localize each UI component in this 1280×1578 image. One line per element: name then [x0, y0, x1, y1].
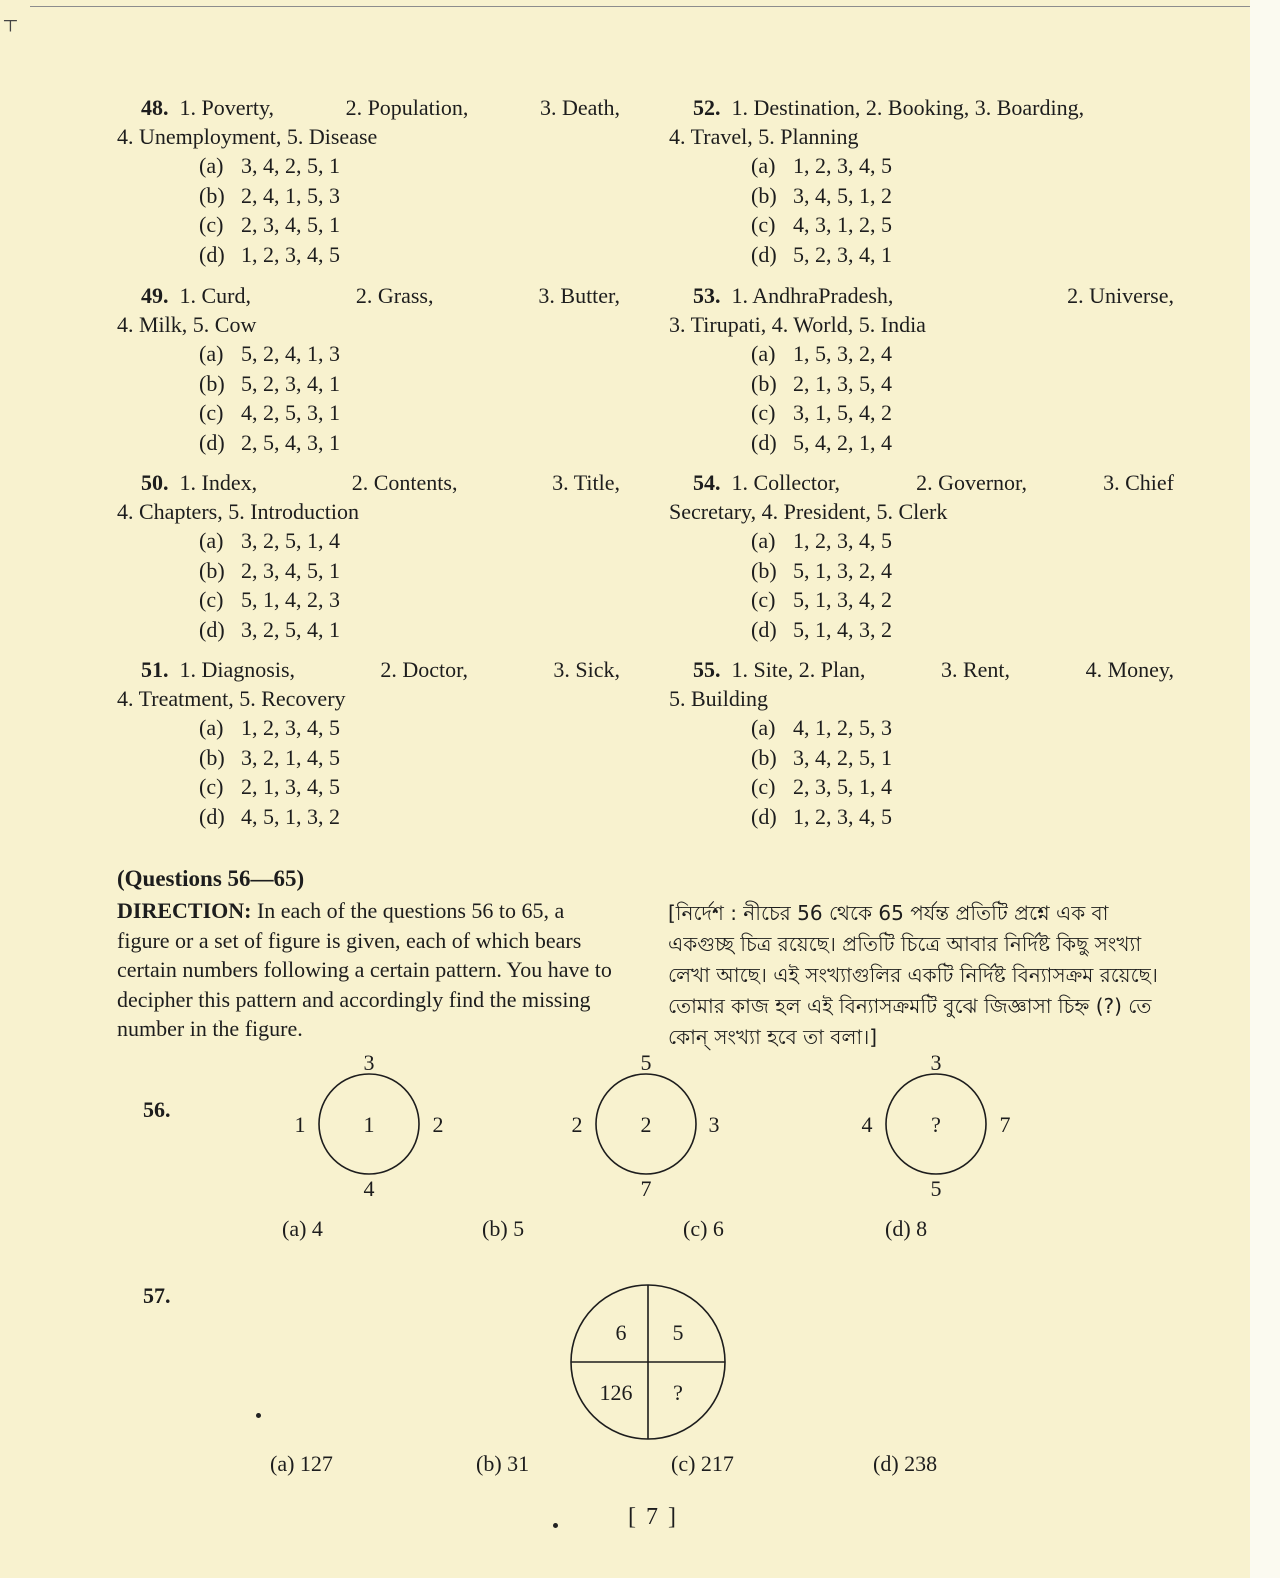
option-a[interactable]: (a) 4, 1, 2, 5, 3: [751, 715, 892, 740]
question-item: 3. Butter,: [538, 283, 620, 308]
option-b[interactable]: (b) 2, 3, 4, 5, 1: [199, 557, 340, 583]
question-continuation: 4. Milk, 5. Cow: [117, 312, 257, 337]
answer-b[interactable]: (b) 5: [482, 1216, 525, 1241]
options-list: [751, 339, 1174, 457]
q56-figure: [0, 1040, 1280, 1270]
circle-center-value: 1: [363, 1112, 375, 1137]
question-48: [117, 93, 620, 269]
crop-mark: ┬: [4, 10, 17, 30]
q57-figure: [548, 1272, 748, 1452]
option-d[interactable]: (d) 5, 1, 4, 3, 2: [751, 616, 892, 642]
question-continuation: 4. Treatment, 5. Recovery: [117, 686, 346, 711]
option-d[interactable]: (d) 5, 2, 3, 4, 1: [751, 241, 892, 267]
question-head: [669, 468, 1174, 497]
circle-left-value: 4: [861, 1112, 873, 1137]
options-list: [199, 339, 620, 457]
circle-center-value: ?: [931, 1112, 941, 1137]
option-c[interactable]: (c) 5, 1, 3, 4, 2: [751, 587, 892, 612]
option-b[interactable]: (b) 3, 4, 2, 5, 1: [751, 744, 892, 770]
question-head: [669, 655, 1174, 684]
question-number: 50.: [141, 470, 169, 495]
direction-english: [117, 896, 622, 1044]
question-continuation: 5. Building: [669, 686, 769, 711]
quadrant-top-left: 6: [615, 1320, 627, 1345]
quadrant-bottom-left: 126: [599, 1380, 633, 1405]
option-c[interactable]: (c) 2, 3, 5, 1, 4: [751, 774, 892, 799]
circle-right-value: 7: [999, 1112, 1011, 1137]
option-a[interactable]: (a) 5, 2, 4, 1, 3: [199, 341, 340, 366]
question-item: 2. Grass,: [355, 283, 434, 308]
question-item: 3. Death,: [539, 95, 620, 120]
options-list: [751, 713, 1174, 831]
question-item: 2. Governor,: [916, 470, 1028, 495]
question-51: [117, 655, 620, 831]
q56-circle-2: [572, 1050, 720, 1201]
question-item: 1. Collector,: [731, 470, 840, 495]
question-number: 55.: [693, 657, 721, 682]
question-head: [117, 468, 620, 497]
option-c[interactable]: (c) 4, 3, 1, 2, 5: [751, 212, 892, 237]
circle-right-value: 3: [708, 1112, 720, 1137]
circle-top-value: 3: [930, 1050, 942, 1075]
answer-a[interactable]: (a) 4: [282, 1216, 323, 1241]
answer-d[interactable]: (d) 8: [885, 1216, 928, 1241]
direction-bengali: [নির্দেশ : নীচের 56 থেকে 65 পর্যন্ত প্রতিটি প্রশ্নে এক বা একগুচ্ছ চিত্র রয়েছে। প্রতিটি চিত্রে আবার নির্দিষ্ট কিছু সংখ্যা লেখা আছে। এই সংখ্যাগুলির একটি নির্দিষ্ট বিন্যাসক্রম রয়েছে। তোমার কাজ হল এই বিন্যাসক্রমটি বুঝে জিজ্ঞাসা চিহ্ন (?) তে কোন্ সংখ্যা হবে তা বলা।]: [668, 901, 1158, 1049]
option-d[interactable]: (d) 4, 5, 1, 3, 2: [199, 803, 340, 829]
quadrant-bottom-right: ?: [673, 1380, 683, 1405]
option-c[interactable]: (c) 5, 1, 4, 2, 3: [199, 587, 340, 612]
question-item: 2. Doctor,: [380, 657, 469, 682]
question-item: 1. Destination, 2. Booking, 3. Boarding,: [731, 95, 1085, 120]
question-head: [117, 655, 620, 684]
question-head: [117, 281, 620, 310]
question-item: 1. Diagnosis,: [179, 657, 295, 682]
circle-bottom-value: 7: [640, 1176, 652, 1201]
option-d[interactable]: (d) 1, 2, 3, 4, 5: [199, 241, 340, 267]
answer-c[interactable]: (c) 6: [683, 1216, 724, 1241]
answer-d[interactable]: (d) 238: [873, 1451, 938, 1476]
question-item: 1. Curd,: [179, 283, 251, 308]
page-margin-strip: [1250, 0, 1280, 1578]
option-c[interactable]: (c) 2, 1, 3, 4, 5: [199, 774, 340, 799]
circle-top-value: 5: [640, 1050, 652, 1075]
stray-dot: [256, 1413, 261, 1418]
option-b[interactable]: (b) 3, 4, 5, 1, 2: [751, 182, 892, 208]
question-number: 49.: [141, 283, 169, 308]
options-list: [199, 713, 620, 831]
option-a[interactable]: (a) 1, 2, 3, 4, 5: [751, 528, 892, 553]
direction-text: In each of the questions 56 to 65, a figure or a set of figure is given, each of which bears certain numbers following a certain pattern. You have to decipher this pattern and accordingly find the missing number in the figure.: [117, 898, 612, 1041]
question-number-56: 56.: [143, 1097, 171, 1122]
option-a[interactable]: (a) 1, 5, 3, 2, 4: [751, 341, 892, 366]
question-item: 4. Money,: [1085, 657, 1174, 682]
stray-dot: [553, 1523, 558, 1528]
question-continuation: 3. Tirupati, 4. World, 5. India: [669, 312, 926, 337]
question-53: [669, 281, 1174, 457]
answer-c[interactable]: (c) 217: [671, 1451, 734, 1476]
question-52: [669, 93, 1174, 269]
q56-circle-3: [862, 1050, 1011, 1201]
question-number: 51.: [141, 657, 169, 682]
options-list: [751, 526, 1174, 644]
circle-left-value: 1: [294, 1112, 306, 1137]
option-a[interactable]: (a) 3, 4, 2, 5, 1: [199, 153, 340, 178]
option-b[interactable]: (b) 5, 1, 3, 2, 4: [751, 557, 892, 583]
direction-label: DIRECTION:: [117, 898, 252, 923]
question-head: [117, 93, 620, 122]
question-continuation: 4. Unemployment, 5. Disease: [117, 124, 378, 149]
option-c[interactable]: (c) 2, 3, 4, 5, 1: [199, 212, 340, 237]
option-b[interactable]: (b) 3, 2, 1, 4, 5: [199, 744, 340, 770]
question-number: 53.: [693, 283, 721, 308]
question-item: 3. Title,: [552, 470, 620, 495]
question-item: 3. Chief: [1103, 470, 1174, 495]
circle-bottom-value: 5: [930, 1176, 942, 1201]
question-item: 1. AndhraPradesh,: [731, 283, 894, 308]
quadrant-top-right: 5: [672, 1320, 684, 1345]
question-item: 3. Sick,: [553, 657, 620, 682]
question-49: [117, 281, 620, 457]
section-title: (Questions 56—65): [117, 866, 305, 891]
question-item: 2. Universe,: [1067, 283, 1174, 308]
question-55: [669, 655, 1174, 831]
option-c[interactable]: (c) 3, 1, 5, 4, 2: [751, 400, 892, 425]
options-list: [199, 151, 620, 269]
option-b[interactable]: (b) 2, 1, 3, 5, 4: [751, 370, 892, 396]
option-d[interactable]: (d) 5, 4, 2, 1, 4: [751, 429, 892, 455]
question-item: 1. Site, 2. Plan,: [731, 657, 866, 682]
question-item: 2. Contents,: [351, 470, 458, 495]
question-number-57: 57.: [143, 1283, 171, 1308]
answer-a[interactable]: (a) 127: [270, 1451, 333, 1476]
option-b[interactable]: (b) 5, 2, 3, 4, 1: [199, 370, 340, 396]
circle-right-value: 2: [432, 1112, 444, 1137]
question-54: [669, 468, 1174, 644]
option-a[interactable]: (a) 3, 2, 5, 1, 4: [199, 528, 340, 553]
question-number: 52.: [693, 95, 721, 120]
question-50: [117, 468, 620, 644]
question-item: 1. Poverty,: [179, 95, 275, 120]
option-b[interactable]: (b) 2, 4, 1, 5, 3: [199, 182, 340, 208]
circle-left-value: 2: [571, 1112, 583, 1137]
option-d[interactable]: (d) 3, 2, 5, 4, 1: [199, 616, 340, 642]
circle-top-value: 3: [363, 1050, 375, 1075]
top-rule: [30, 6, 1250, 7]
circle-center-value: 2: [640, 1112, 652, 1137]
question-continuation: 4. Travel, 5. Planning: [669, 124, 859, 149]
question-head: [669, 281, 1174, 310]
options-list: [751, 151, 1174, 269]
q56-circle-1: [295, 1050, 444, 1201]
question-number: 54.: [693, 470, 721, 495]
options-list: [199, 526, 620, 644]
question-continuation: 4. Chapters, 5. Introduction: [117, 499, 359, 524]
option-c[interactable]: (c) 4, 2, 5, 3, 1: [199, 400, 340, 425]
option-a[interactable]: (a) 1, 2, 3, 4, 5: [199, 715, 340, 740]
page-number: [ 7 ]: [628, 1504, 678, 1530]
option-a[interactable]: (a) 1, 2, 3, 4, 5: [751, 153, 892, 178]
question-head: [669, 93, 1174, 122]
question-number: 48.: [141, 95, 169, 120]
answer-b[interactable]: (b) 31: [476, 1451, 530, 1476]
circle-bottom-value: 4: [363, 1176, 375, 1201]
option-d[interactable]: (d) 2, 5, 4, 3, 1: [199, 429, 340, 455]
option-d[interactable]: (d) 1, 2, 3, 4, 5: [751, 803, 892, 829]
question-item: 3. Rent,: [940, 657, 1010, 682]
question-item: 2. Population,: [345, 95, 469, 120]
question-continuation: Secretary, 4. President, 5. Clerk: [669, 499, 948, 524]
question-item: 1. Index,: [179, 470, 258, 495]
